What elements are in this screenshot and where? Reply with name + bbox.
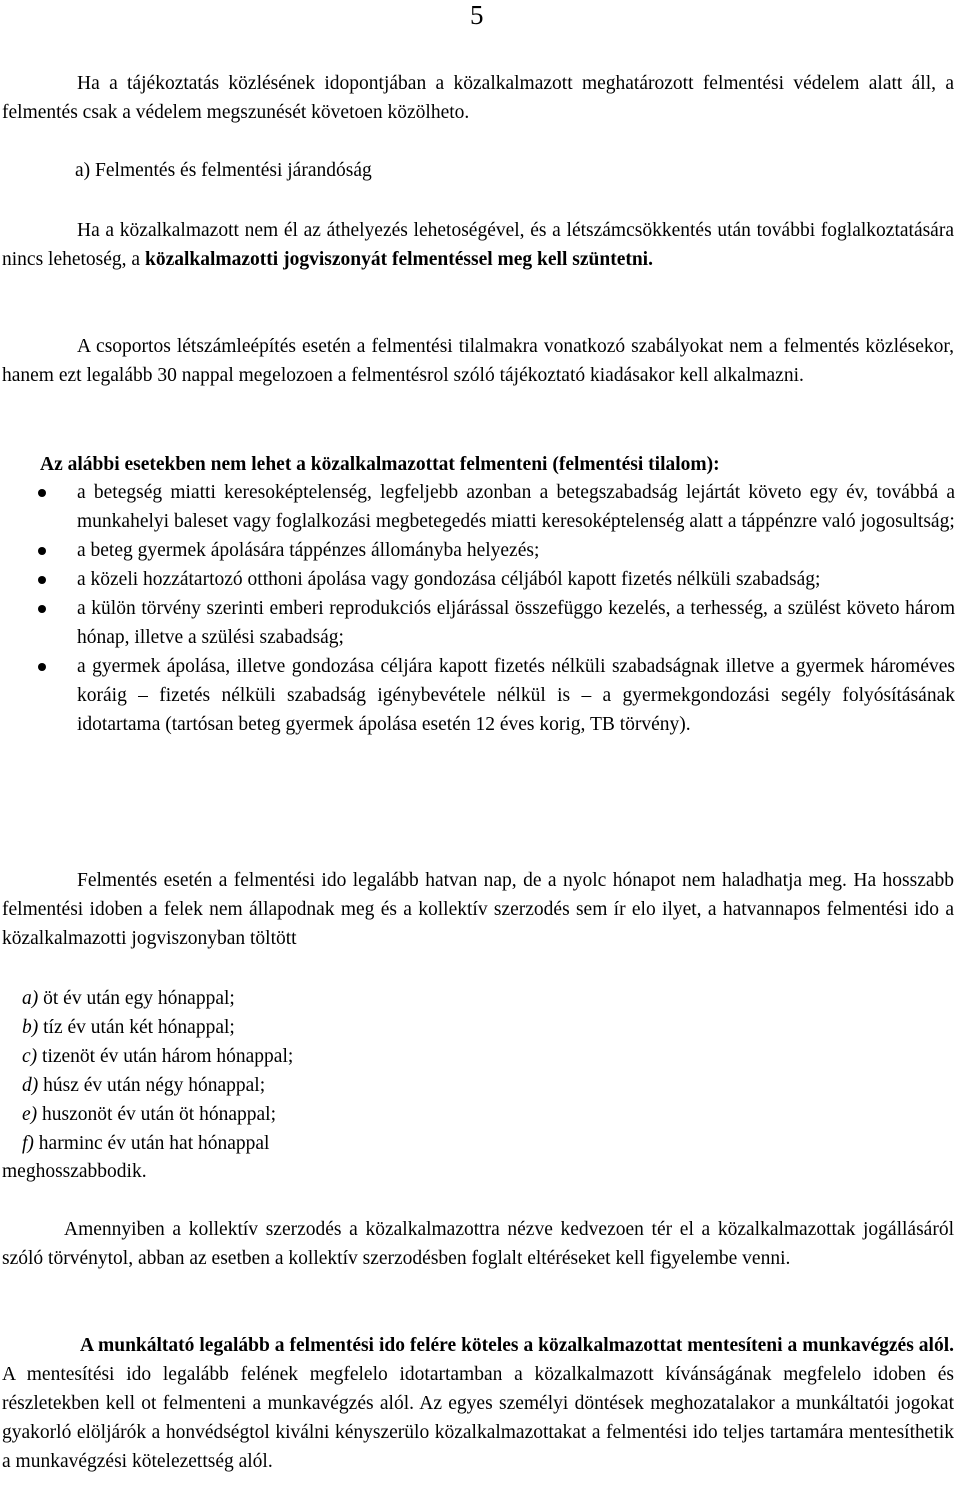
list-item (22, 1071, 293, 1100)
extension-list (22, 984, 293, 1158)
list-item-label: f) (22, 1133, 34, 1154)
list-item-label: a) (22, 988, 39, 1009)
list-item (22, 1100, 293, 1129)
list-item-text: a beteg gyermek ápolására táppénzes állományba helyezés; (77, 540, 540, 561)
paragraph-text: Ha a közalkalmazott nem él az áthelyezés lehetoségével, és a létszámcsökkentés után további foglalkoztatására nincs lehetoség, a (2, 220, 954, 270)
section-heading: a) Felmentés és felmentési járandóság (75, 160, 372, 181)
list-item-text: öt év után egy hónappal; (38, 988, 235, 1009)
paragraph-group-layoff: A csoportos létszámleépítés esetén a felmentési tilalmakra vonatkozó szabályokat nem a felmentés közlésekor, hanem ezt legalább 30 nappal megelozoen a felmentésrol szóló tájékoztató kiadásakor kell alkalmazni. (2, 336, 954, 386)
list-item (0, 478, 955, 536)
list-item-label: c) (22, 1046, 38, 1067)
list-item-label: d) (22, 1075, 39, 1096)
paragraph-dismissal-required (2, 216, 954, 274)
list-item-text: húsz év után négy hónappal; (38, 1075, 266, 1096)
list-item (0, 594, 955, 652)
list-item-text: huszonöt év után öt hónappal; (37, 1104, 276, 1125)
list-item (0, 565, 955, 594)
bullet-icon (38, 605, 46, 613)
list-item-label: b) (22, 1017, 39, 1038)
paragraph-bold-text: közalkalmazotti jogviszonyát felmentéssel meg kell szüntetni. (144, 249, 653, 270)
list-item (22, 1013, 293, 1042)
page-number: 5 (470, 0, 484, 30)
bullet-icon (38, 547, 46, 555)
list-item-text: a közeli hozzátartozó otthoni ápolása vagy gondozása céljából kapott fizetés nélküli szabadság; (77, 569, 821, 590)
bullet-icon (38, 663, 46, 671)
paragraph-collective-agreement: Amennyiben a kollektív szerzodés a közalkalmazottra nézve kedvezoen tér el a közalkalmazottak jogállásáról szóló törvénytol, abban az esetben a kollektív szerzodésben foglalt eltéréseket kell figyelembe venni. (2, 1219, 954, 1269)
list-item-text: a gyermek ápolása, illetve gondozása céljára kapott fizetés nélküli szabadságnak illetve a gyermek hároméves koráig – fizetés nélküli szabadság igénybevétele nélkül is – a gyermekgondozási segély folyósításának idotartama (tartósan beteg gyermek ápolása esetén 12 éves korig, TB törvény). (77, 656, 955, 735)
list-item-label: e) (22, 1104, 38, 1125)
extension-tail: meghosszabbodik. (2, 1161, 147, 1182)
bullet-icon (38, 489, 46, 497)
list-item-text: harminc év után hat hónappal (33, 1133, 270, 1154)
paragraph-work-exemption (2, 1331, 954, 1476)
prohibition-heading: Az alábbi esetekben nem lehet a közalkalmazottat felmenteni (felmentési tilalom): (40, 454, 720, 475)
list-item-text: tíz év után két hónappal; (38, 1017, 235, 1038)
list-item (0, 536, 955, 565)
paragraph-notice-protection: Ha a tájékoztatás közlésének idopontjában a közalkalmazott meghatározott felmentési védelem alatt áll, a felmentés csak a védelem megszunését követoen közölheto. (2, 73, 954, 123)
prohibition-list (0, 478, 955, 739)
paragraph-text: A mentesítési ido legalább felének megfelelo idotartamban a közalkalmazott kívánságának megfelelo idoben és részletekben kell ot felmenteni a munkavégzés alól. Az egyes személyi döntések meghozatalakor a munkáltatói jogokat gyakorló elöljárók a honvédségtol kiválni kényszerülo közalkalmazottakat a felmentési ido teljes tartamára mentesíthetik a munkavégzési kötelezettség alól. (2, 1364, 954, 1472)
list-item (0, 652, 955, 739)
list-item (22, 984, 293, 1013)
list-item-text: a betegség miatti keresoképtelenség, legfeljebb azonban a betegszabadság lejártát követo egy év, továbbá a munkahelyi baleset vagy foglalkozási megbetegedés miatti keresoképtelenség alatt a táppénzre való jogosultság; (77, 482, 955, 532)
list-item-text: tizenöt év után három hónappal; (37, 1046, 294, 1067)
list-item (22, 1129, 293, 1158)
paragraph-bold-text: A munkáltató legalább a felmentési ido felére köteles a közalkalmazottat mentesíteni a munkavégzés alól. (80, 1335, 954, 1356)
list-item-text: a külön törvény szerinti emberi reprodukciós eljárással összefüggo kezelés, a terhesség, a szülést követo három hónap, illetve a szülési szabadság; (77, 598, 955, 648)
list-item (22, 1042, 293, 1071)
paragraph-notice-period: Felmentés esetén a felmentési ido legalább hatvan nap, de a nyolc hónapot nem haladhatja meg. Ha hosszabb felmentési idoben a felek nem állapodnak meg és a kollektív szerzodés sem ír elo ilyet, a hatvannapos felmentési ido a közalkalmazotti jogviszonyban töltött (2, 870, 954, 949)
bullet-icon (38, 576, 46, 584)
